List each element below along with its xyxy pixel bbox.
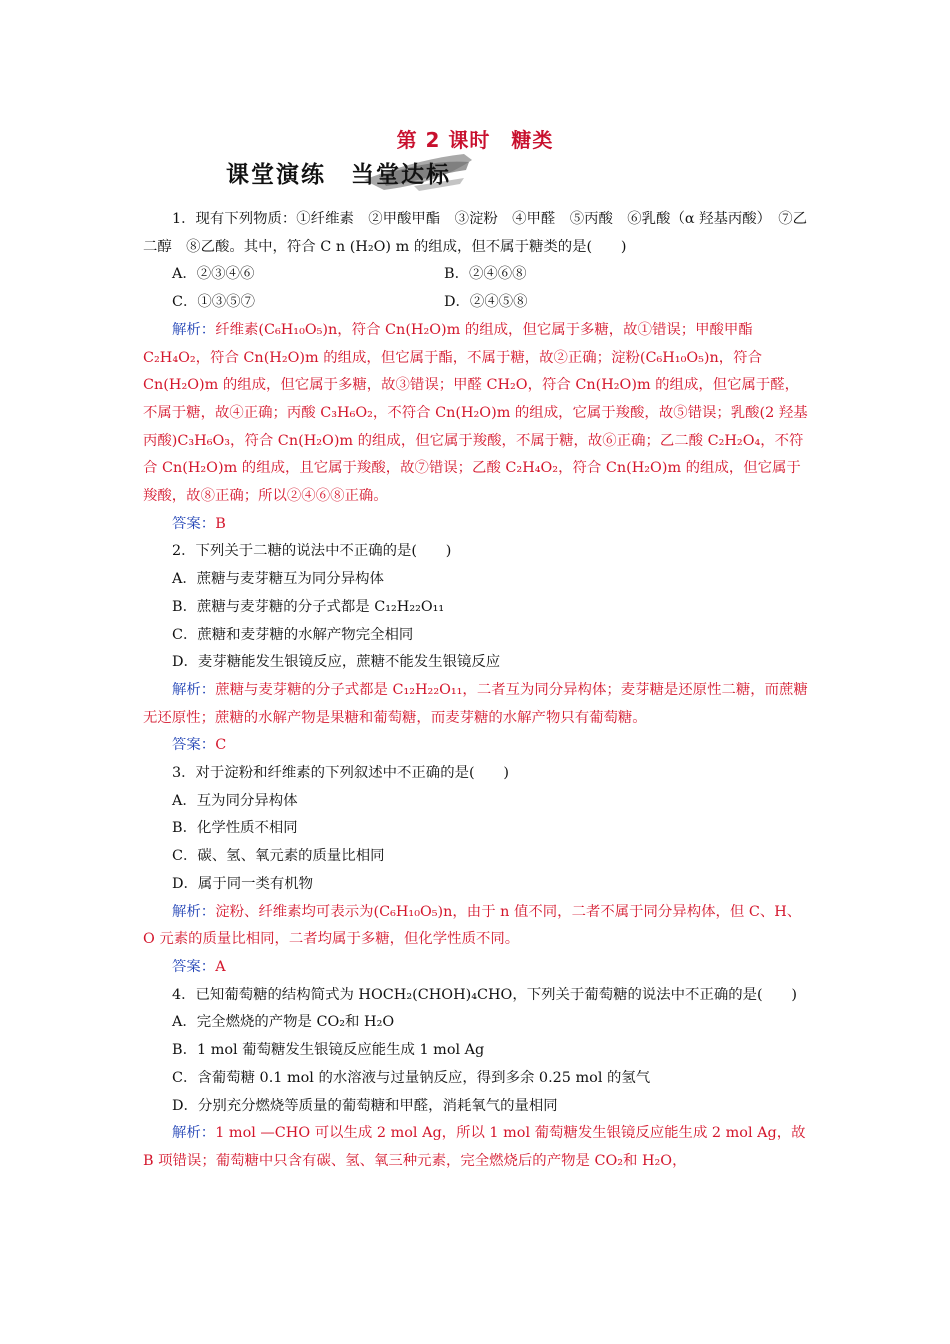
analysis-text: 1 mol —CHO 可以生成 2 mol Ag，所以 1 mol 葡萄糖发生银镜反应能生成 2 mol Ag，故 B 项错误；葡萄糖中只含有碳、氢、氧三种元素，完全燃烧后的产物是 CO₂和 H₂O， xyxy=(143,1125,806,1169)
page-title: 第 2 课时 糖类 xyxy=(396,128,554,152)
option-c: C．含葡萄糖 0.1 mol 的水溶液与过量钠反应，得到多余 0.25 mol 的氢气 xyxy=(172,1069,651,1086)
question-1-stem: 1．现有下列物质：①纤维素 ②甲酸甲酯 ③淀粉 ④甲醛 ⑤丙酸 ⑥乳酸（α 羟基丙酸） ⑦乙二醇 ⑧乙酸。其中，符合 C n (H₂O) m 的组成，但不属于糖类的是( ) xyxy=(143,211,808,255)
answer-label: 答案： xyxy=(172,515,216,532)
question-2-analysis xyxy=(143,677,811,732)
question-2-stem: 2．下列关于二糖的说法中不正确的是( ) xyxy=(172,543,452,560)
option-d: D．分别充分燃烧等质量的葡萄糖和甲醛，消耗氧气的量相同 xyxy=(172,1097,558,1114)
option-a: A．②③④⑥ xyxy=(172,266,255,283)
option-d: D．②④⑤⑧ xyxy=(444,294,528,311)
document-body xyxy=(143,206,811,1176)
analysis-text: 淀粉、纤维素均可表示为(C₆H₁₀O₅)n，由于 n 值不同，二者不属于同分异构体，但 C、H、O 元素的质量比相同，二者均属于多糖，但化学性质不同。 xyxy=(143,903,802,948)
option-d: D．属于同一类有机物 xyxy=(172,875,314,892)
option-c: C．蔗糖和麦芽糖的水解产物完全相同 xyxy=(172,626,414,643)
option-a: A．互为同分异构体 xyxy=(172,792,298,809)
question-1-analysis xyxy=(143,317,811,511)
question-4-analysis xyxy=(143,1120,811,1175)
answer-label: 答案： xyxy=(172,958,216,975)
answer-value: A xyxy=(215,958,226,975)
option-a: A．完全燃烧的产物是 CO₂和 H₂O xyxy=(172,1014,395,1031)
question-1-answer xyxy=(143,511,811,539)
option-c: C．碳、氢、氧元素的质量比相同 xyxy=(172,848,385,865)
analysis-label: 解析： xyxy=(172,321,216,338)
option-b: B．②④⑥⑧ xyxy=(444,266,527,283)
question-3-answer xyxy=(143,954,811,982)
option-c: C．①③⑤⑦ xyxy=(172,294,255,311)
answer-label: 答案： xyxy=(172,737,216,754)
option-a: A．蔗糖与麦芽糖互为同分异构体 xyxy=(172,571,384,588)
section-banner xyxy=(214,150,476,196)
question-3-analysis xyxy=(143,899,811,954)
banner-text: 课堂演练 当堂达标 xyxy=(226,162,451,188)
answer-value: C xyxy=(215,737,227,754)
option-b: B．1 mol 葡萄糖发生银镜反应能生成 1 mol Ag xyxy=(172,1042,485,1059)
analysis-text: 蔗糖与麦芽糖的分子式都是 C₁₂H₂₂O₁₁，二者互为同分异构体；麦芽糖是还原性二糖，而蔗糖无还原性；蔗糖的水解产物是果糖和葡萄糖，而麦芽糖的水解产物只有葡萄糖。 xyxy=(143,681,808,726)
question-1-options-row-1 xyxy=(143,261,811,289)
analysis-label: 解析： xyxy=(172,903,216,920)
answer-value: B xyxy=(215,515,226,532)
question-3-stem: 3．对于淀粉和纤维素的下列叙述中不正确的是( ) xyxy=(172,765,509,782)
option-d: D．麦芽糖能发生银镜反应，蔗糖不能发生银镜反应 xyxy=(172,654,501,671)
question-2-answer xyxy=(143,732,811,760)
option-b: B．蔗糖与麦芽糖的分子式都是 C₁₂H₂₂O₁₁ xyxy=(172,598,445,615)
question-1-options-row-2 xyxy=(143,289,811,317)
analysis-label: 解析： xyxy=(172,1125,216,1142)
question-4-stem: 4．已知葡萄糖的结构简式为 HOCH₂(CHOH)₄CHO，下列关于葡萄糖的说法中不正确的是( ) xyxy=(172,986,798,1003)
option-b: B．化学性质不相同 xyxy=(172,820,298,837)
analysis-text: 纤维素(C₆H₁₀O₅)n，符合 Cn(H₂O)m 的组成，但它属于多糖，故①错误；甲酸甲酯 C₂H₄O₂，符合 Cn(H₂O)m 的组成，但它属于酯，不属于糖，故②正确；淀粉(C₆H₁₀O₅)n，符合 Cn(H₂O)m 的组成，但它属于多糖，故③错误；甲醛 CH₂O，符合 Cn(H₂O)m 的组成，但它属于醛，不属于糖，故④正确；丙酸 C₃H₆O₂，不符合 Cn(H₂O)m 的组成，它属于羧酸，故⑤错误；乳酸(2 羟基丙酸)C₃H₆O₃，符合 Cn(H₂O)m 的组成，但它属于羧酸，不属于糖，故⑥正确；乙二酸 C₂H₂O₄，不符合 Cn(H₂O)m 的组成，且它属于羧酸，故⑦错误；乙酸 C₂H₄O₂，符合 Cn(H₂O)m 的组成，但它属于羧酸，故⑧正确；所以②④⑥⑧正确。 xyxy=(143,321,808,505)
analysis-label: 解析： xyxy=(172,681,216,698)
